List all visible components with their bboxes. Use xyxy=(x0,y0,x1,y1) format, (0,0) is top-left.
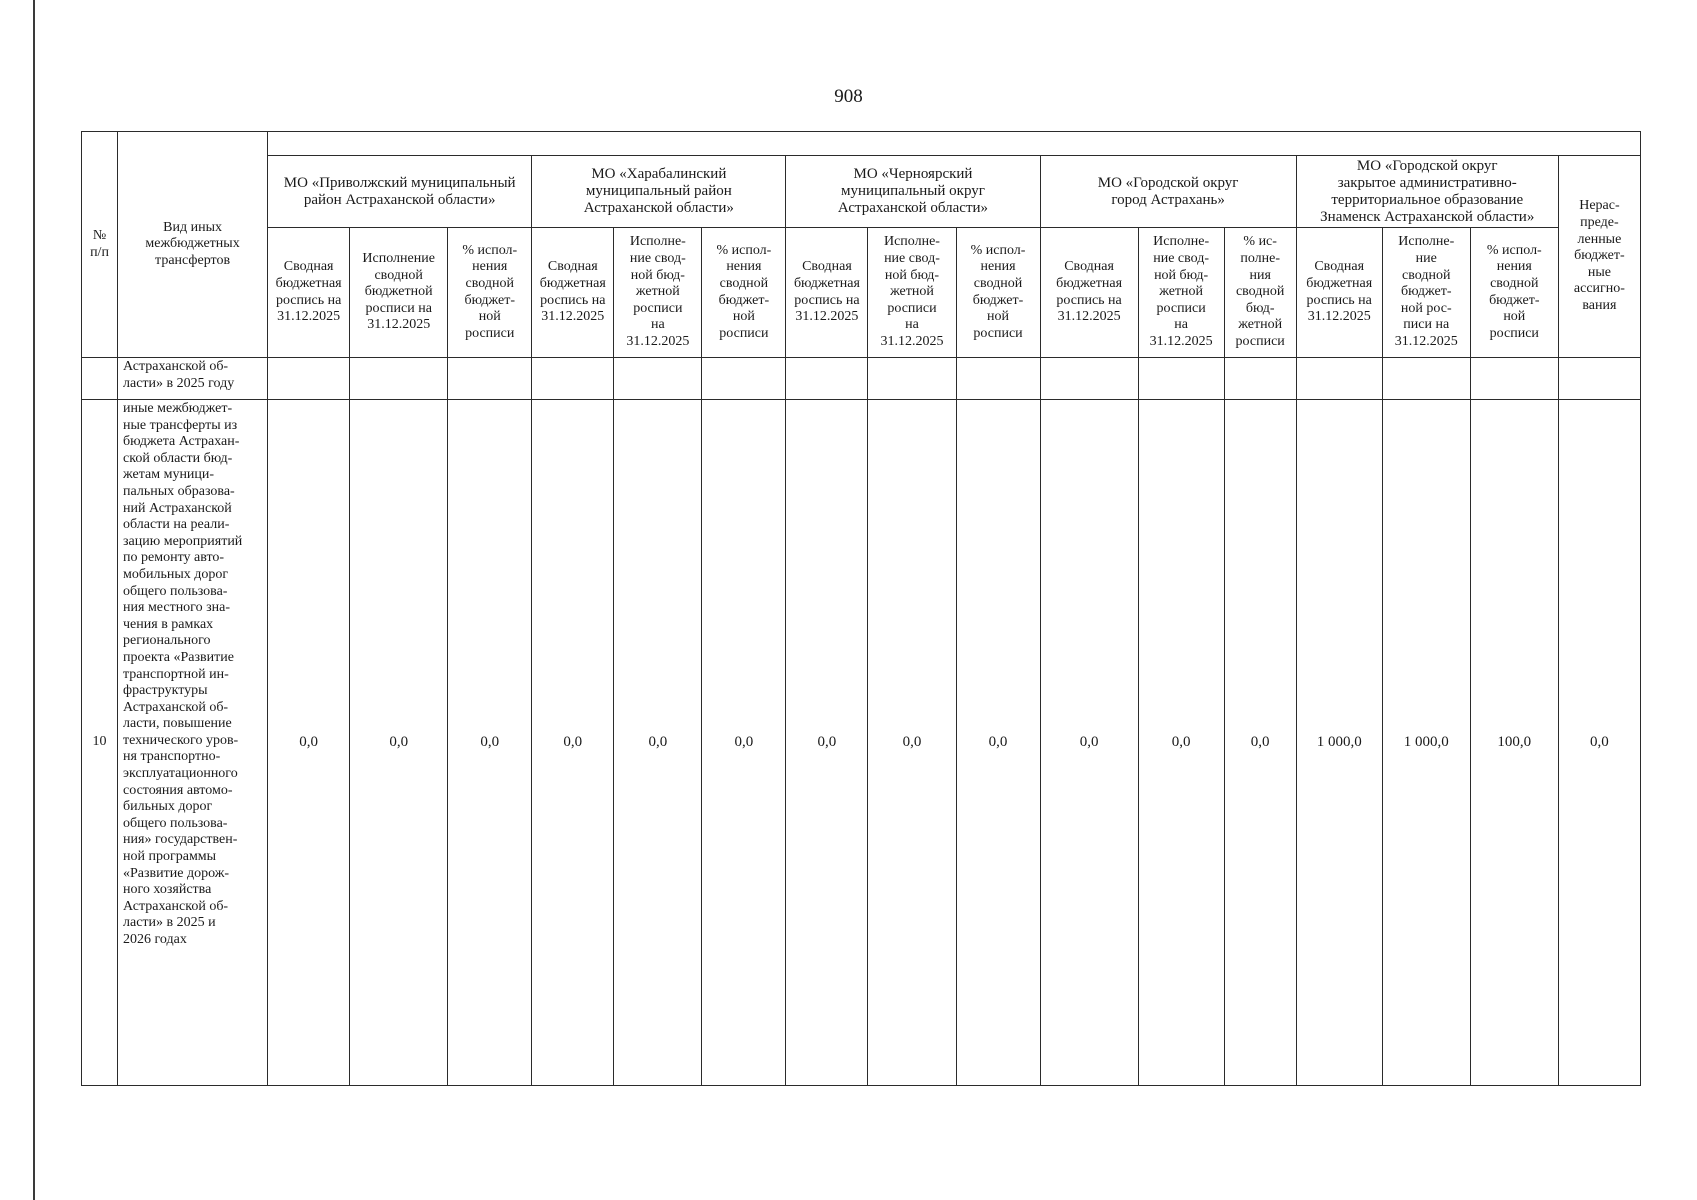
group-header-znamensk: МО «Городской округ закрытое административно- территориальное образование Знаменск Астраханской области» xyxy=(1296,156,1558,228)
value-cell: 0,0 xyxy=(448,400,532,1086)
subheader-budget-plan: Сводная бюджетная роспись на 31.12.2025 xyxy=(1296,228,1382,358)
group-header-chernoyarsky: МО «Черноярский муниципальный округ Астраханской области» xyxy=(786,156,1040,228)
value-cell: 1 000,0 xyxy=(1382,400,1470,1086)
subheader-execution: Исполне- ние свод- ной бюд- жетной росписи на 31.12.2025 xyxy=(1138,228,1224,358)
subheader-execution: Исполне- ние свод- ной бюд- жетной росписи на 31.12.2025 xyxy=(614,228,702,358)
value-cell: 0,0 xyxy=(1224,400,1296,1086)
header-top-row xyxy=(82,132,1641,156)
header-group-row xyxy=(82,156,1641,228)
value-cell: 1 000,0 xyxy=(1296,400,1382,1086)
empty-cell xyxy=(956,358,1040,400)
empty-cell xyxy=(448,358,532,400)
value-cell: 0,0 xyxy=(956,400,1040,1086)
continuation-text: Астраханской об- ласти» в 2025 году xyxy=(118,358,268,400)
subheader-execution-percent: % испол- нения сводной бюджет- ной росписи xyxy=(448,228,532,358)
value-cell: 0,0 xyxy=(702,400,786,1086)
empty-cell xyxy=(786,358,868,400)
value-cell: 0,0 xyxy=(786,400,868,1086)
group-header-privolzhsky: МО «Приволжский муниципальный район Астраханской области» xyxy=(268,156,532,228)
empty-cell xyxy=(350,358,448,400)
empty-cell xyxy=(1138,358,1224,400)
empty-cell xyxy=(532,358,614,400)
row-description-cell xyxy=(118,400,268,1086)
transfers-table xyxy=(81,131,1641,1086)
empty-cell xyxy=(1224,358,1296,400)
value-cell: 0,0 xyxy=(1040,400,1138,1086)
header-sub-row xyxy=(82,228,1641,358)
header-spacer-cell xyxy=(268,132,1641,156)
group-header-astrakhan-city: МО «Городской округ город Астрахань» xyxy=(1040,156,1296,228)
empty-cell xyxy=(1296,358,1382,400)
value-cell: 0,0 xyxy=(868,400,956,1086)
value-cell: 0,0 xyxy=(614,400,702,1086)
value-cell: 0,0 xyxy=(532,400,614,1086)
col-header-unallocated: Нерас- преде- ленные бюджет- ные ассигно- вания xyxy=(1558,156,1640,358)
col-header-number: № п/п xyxy=(82,132,118,358)
binding-margin-line xyxy=(33,0,35,1200)
subheader-execution-percent: % испол- нения сводной бюджет- ной росписи xyxy=(1470,228,1558,358)
value-cell: 0,0 xyxy=(1138,400,1224,1086)
subheader-execution: Исполне- ние сводной бюджет- ной рос- писи на 31.12.2025 xyxy=(1382,228,1470,358)
value-cell: 0,0 xyxy=(268,400,350,1086)
page-number: 908 xyxy=(834,86,863,107)
col-header-transfer-type: Вид иных межбюджетных трансфертов xyxy=(118,132,268,358)
group-header-kharabalinsky: МО «Харабалинский муниципальный район Астраханской области» xyxy=(532,156,786,228)
subheader-budget-plan: Сводная бюджетная роспись на 31.12.2025 xyxy=(1040,228,1138,358)
value-cell: 0,0 xyxy=(1558,400,1640,1086)
subheader-execution-percent: % испол- нения сводной бюджет- ной росписи xyxy=(702,228,786,358)
empty-cell xyxy=(1040,358,1138,400)
continuation-number-cell xyxy=(82,358,118,400)
subheader-execution: Исполнение сводной бюджетной росписи на 31.12.2025 xyxy=(350,228,448,358)
row-number: 10 xyxy=(82,400,118,1086)
continuation-row xyxy=(82,358,1641,400)
empty-cell xyxy=(1382,358,1470,400)
row-description: иные межбюджет- ные трансферты из бюджета Астрахан- ской области бюд- жетам муници- пальных образова- ний Астраханской области на реали- зацию мероприятий по ремонту авто- мобильных дорог общего пользова- ния местного зна- чения в рамках регионального проекта «Развитие транспортной ин- фраструктуры Астраханской об- ласти, повышение технического уров- ня транспортно- эксплуатационного состояния автомо- бильных дорог общего пользова- ния» государствен- ной программы «Развитие дорож- ного хозяйства Астраханской об- ласти» в 2025 и 2026 годах xyxy=(123,401,243,947)
empty-cell xyxy=(268,358,350,400)
subheader-budget-plan: Сводная бюджетная роспись на 31.12.2025 xyxy=(532,228,614,358)
empty-cell xyxy=(1470,358,1558,400)
value-cell: 0,0 xyxy=(350,400,448,1086)
subheader-execution-percent: % ис- полне- ния сводной бюд- жетной росписи xyxy=(1224,228,1296,358)
subheader-budget-plan: Сводная бюджетная роспись на 31.12.2025 xyxy=(268,228,350,358)
empty-cell xyxy=(702,358,786,400)
empty-cell xyxy=(868,358,956,400)
subheader-budget-plan: Сводная бюджетная роспись на 31.12.2025 xyxy=(786,228,868,358)
subheader-execution: Исполне- ние свод- ной бюд- жетной росписи на 31.12.2025 xyxy=(868,228,956,358)
empty-cell xyxy=(1558,358,1640,400)
subheader-execution-percent: % испол- нения сводной бюджет- ной росписи xyxy=(956,228,1040,358)
table-row xyxy=(82,400,1641,1086)
empty-cell xyxy=(614,358,702,400)
value-cell: 100,0 xyxy=(1470,400,1558,1086)
